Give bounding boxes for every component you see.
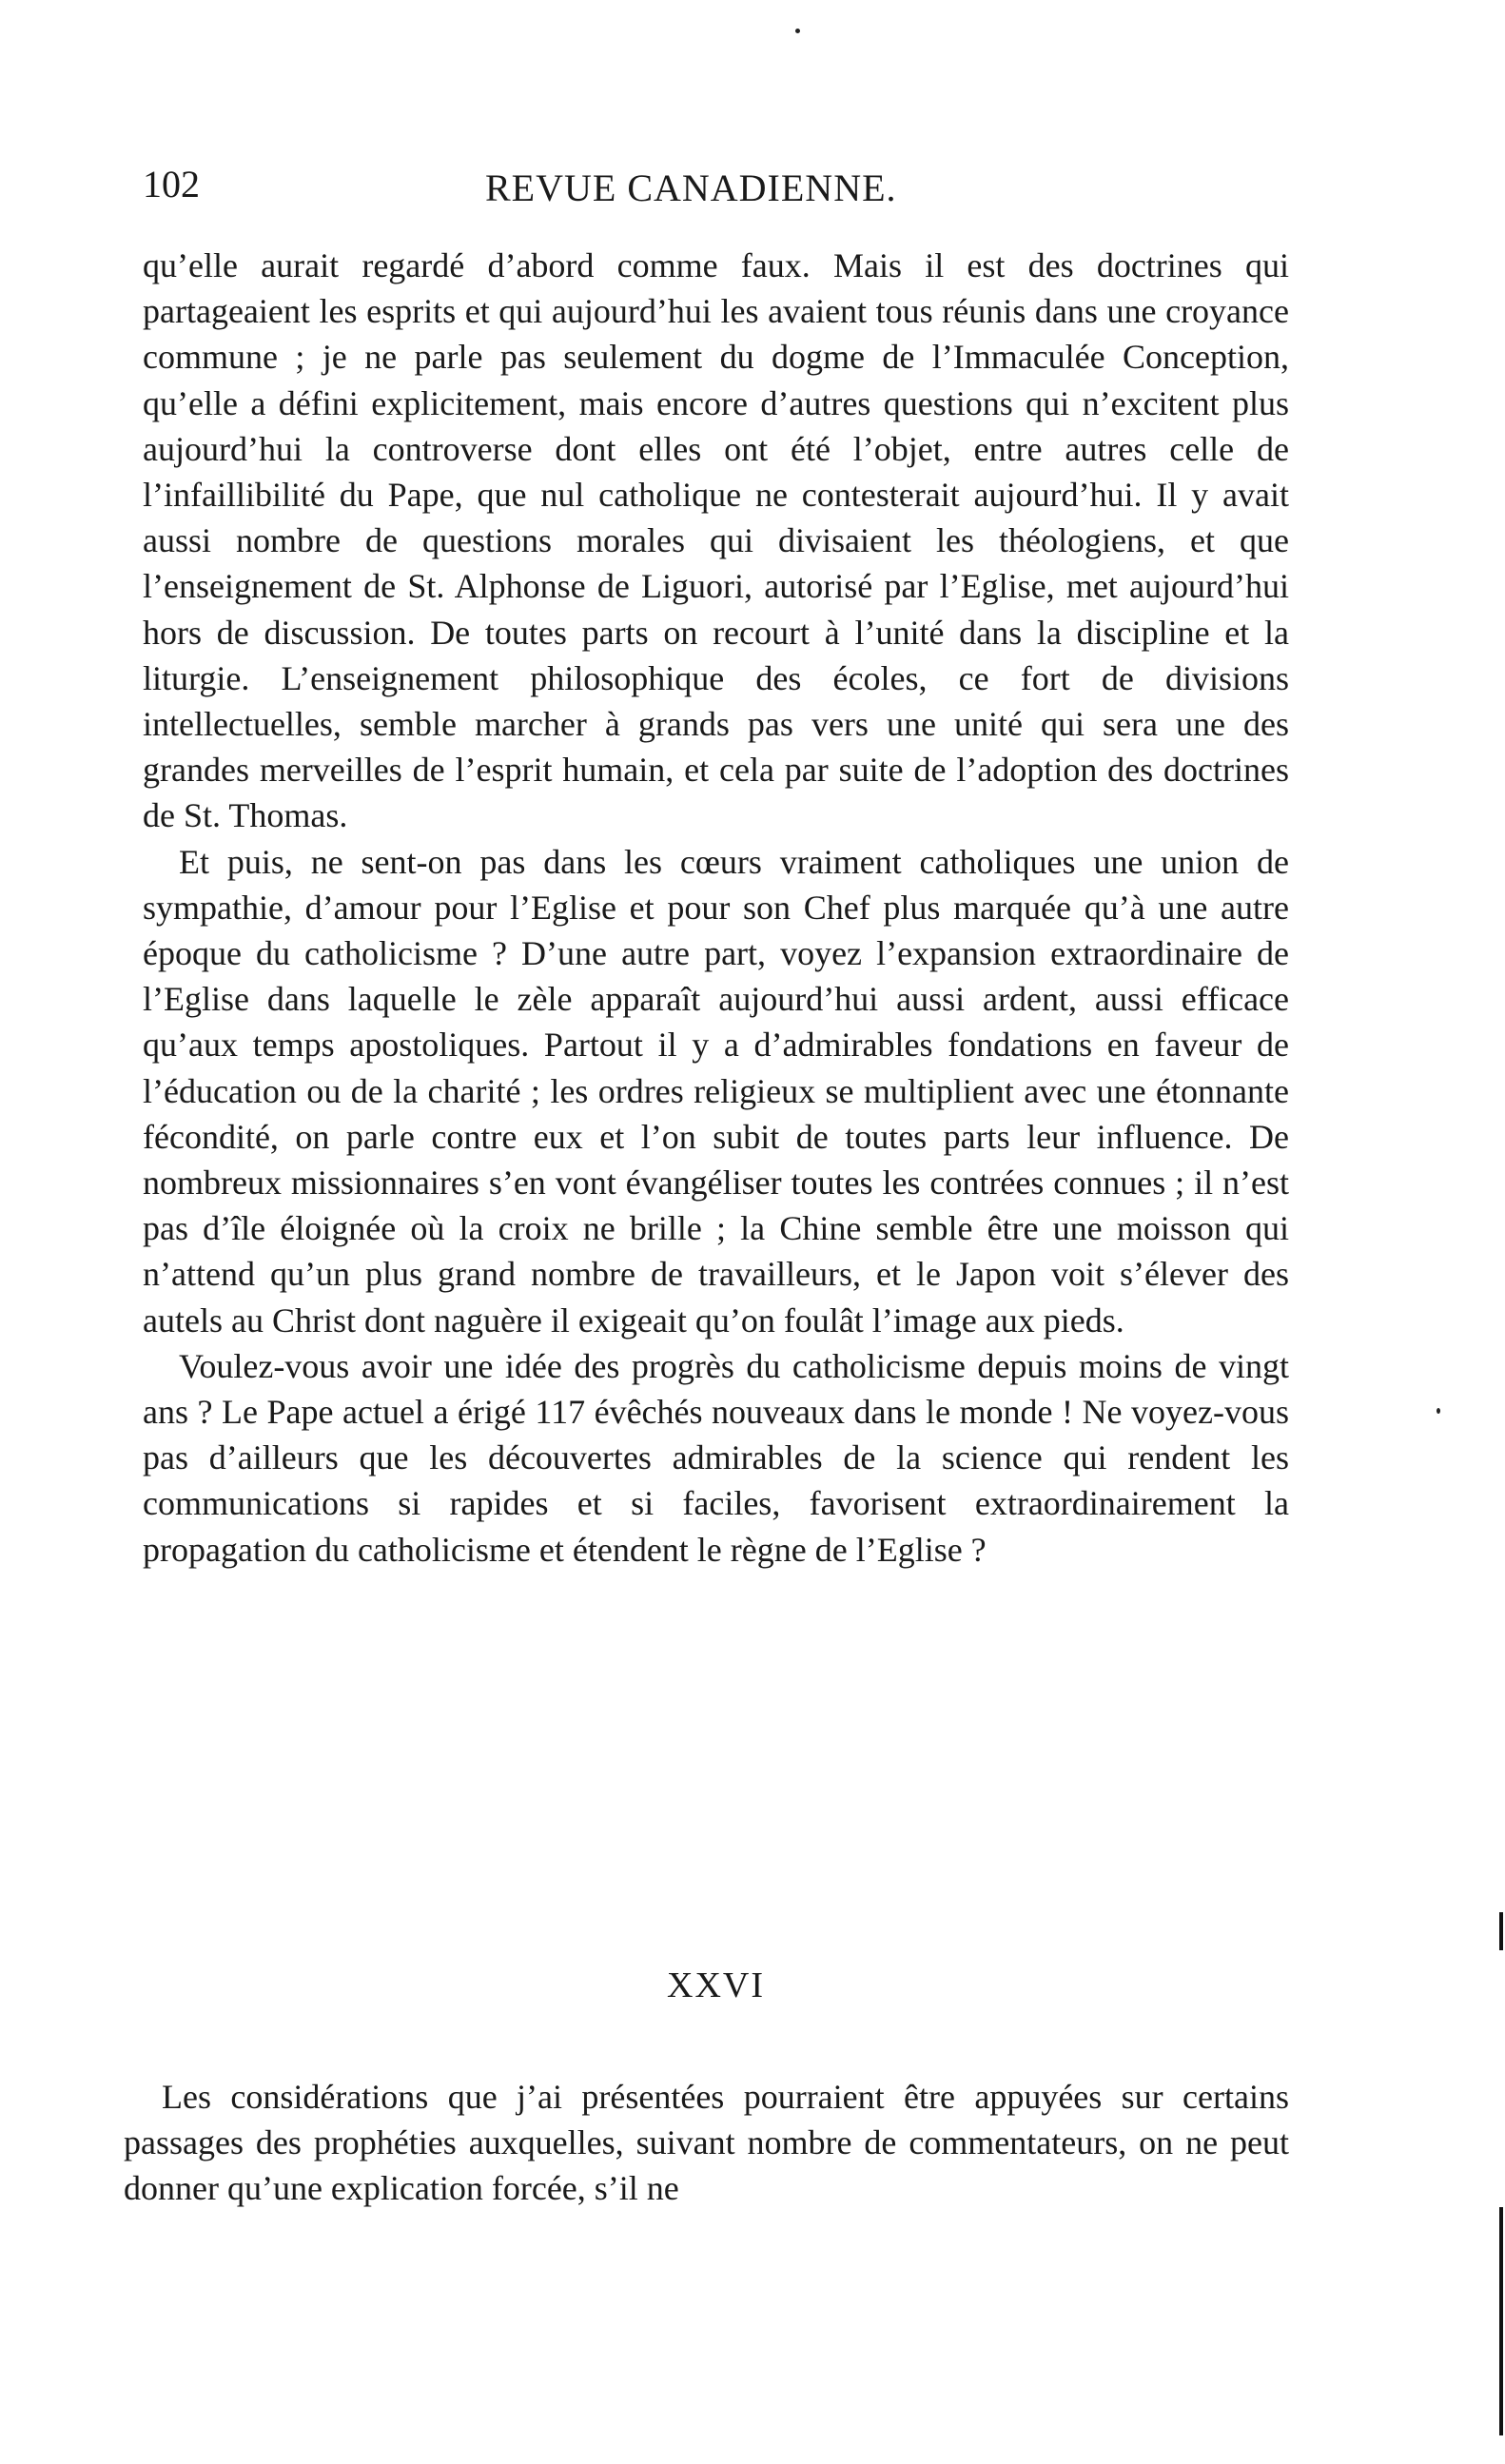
paragraph-1: qu’elle aurait regardé d’abord comme faux. Mais il est des doctrines qui partageaient les esprits et qui aujourd’hui les avaient tous réunis dans une croyance commune ; je ne parle pas seulement du dogme de l’Immaculée Conception, qu’elle a défini explicitement, mais encore d’autres questions qui n’excitent plus aujourd’hui la controverse dont elles ont été l’objet, entre autres celle de l’infaillibilité du Pape, que nul catholique ne contesterait aujourd’hui. Il y avait aussi nombre de questions morales qui divisaient les théologiens, et que l’enseignement de St. Alphonse de Liguori, autorisé par l’Eglise, met aujourd’hui hors de discussion. De toutes parts on recourt à l’unité dans la discipline et la liturgie. L’enseignement philosophique des écoles, ce fort de divisions intellectuelles, semble marcher à grands pas vers une unité qui sera une des grandes merveilles de l’esprit humain, et cela par suite de l’adoption des doctrines de St. Thomas.: [143, 246, 1289, 835]
running-head: [143, 162, 1284, 219]
ink-speck: [1437, 1408, 1440, 1414]
journal-title: REVUE CANADIENNE.: [485, 166, 897, 209]
ink-speck: [795, 29, 800, 33]
page-edge-mark: [1499, 2207, 1503, 2435]
section-paragraph: Les considérations que j’ai présentées pourraient être appuyées sur certains passages des prophéties auxquelles, suivant nombre de commentateurs, on ne peut donner qu’une explication forcée, s’il ne: [124, 2078, 1289, 2207]
paragraph-3: Voulez-vous avoir une idée des progrès du catholicisme depuis moins de vingt ans ? Le Pape actuel a érigé 117 évêchés nouveaux dans le monde ! Ne voyez-vous pas d’ailleurs que les découvertes admirables de la science qui rendent les communications si rapides et si faciles, favorisent extraordinairement la propagation du catholicisme et étendent le règne de l’Eglise ?: [143, 1346, 1289, 1569]
page-edge-mark: [1499, 1912, 1503, 1950]
page-number: 102: [143, 163, 200, 205]
section-text: [124, 2074, 1289, 2211]
main-text: [143, 243, 1289, 1573]
paragraph-2: Et puis, ne sent-on pas dans les cœurs vraiment catholiques une union de sympathie, d’amour pour l’Eglise et pour son Chef plus marquée qu’à une autre époque du catholicisme ? D’une autre part, voyez l’expansion extraordinaire de l’Eglise dans laquelle le zèle apparaît aujourd’hui aussi ardent, aussi efficace qu’aux temps apostoliques. Partout il y a d’admirables fondations en faveur de l’éducation ou de la charité ; les ordres religieux se multiplient avec une étonnante fécondité, on parle contre eux et l’on subit de toutes parts leur influence. De nombreux missionnaires s’en vont évangéliser toutes les contrées connues ; il n’est pas d’île éloignée où la croix ne brille ; la Chine semble être une moisson qui n’attend qu’un plus grand nombre de travailleurs, et le Japon voit s’élever des autels au Christ dont naguère il exigeait qu’on foulât l’image aux pieds.: [143, 842, 1289, 1340]
section-heading: XXVI: [667, 1965, 765, 2005]
